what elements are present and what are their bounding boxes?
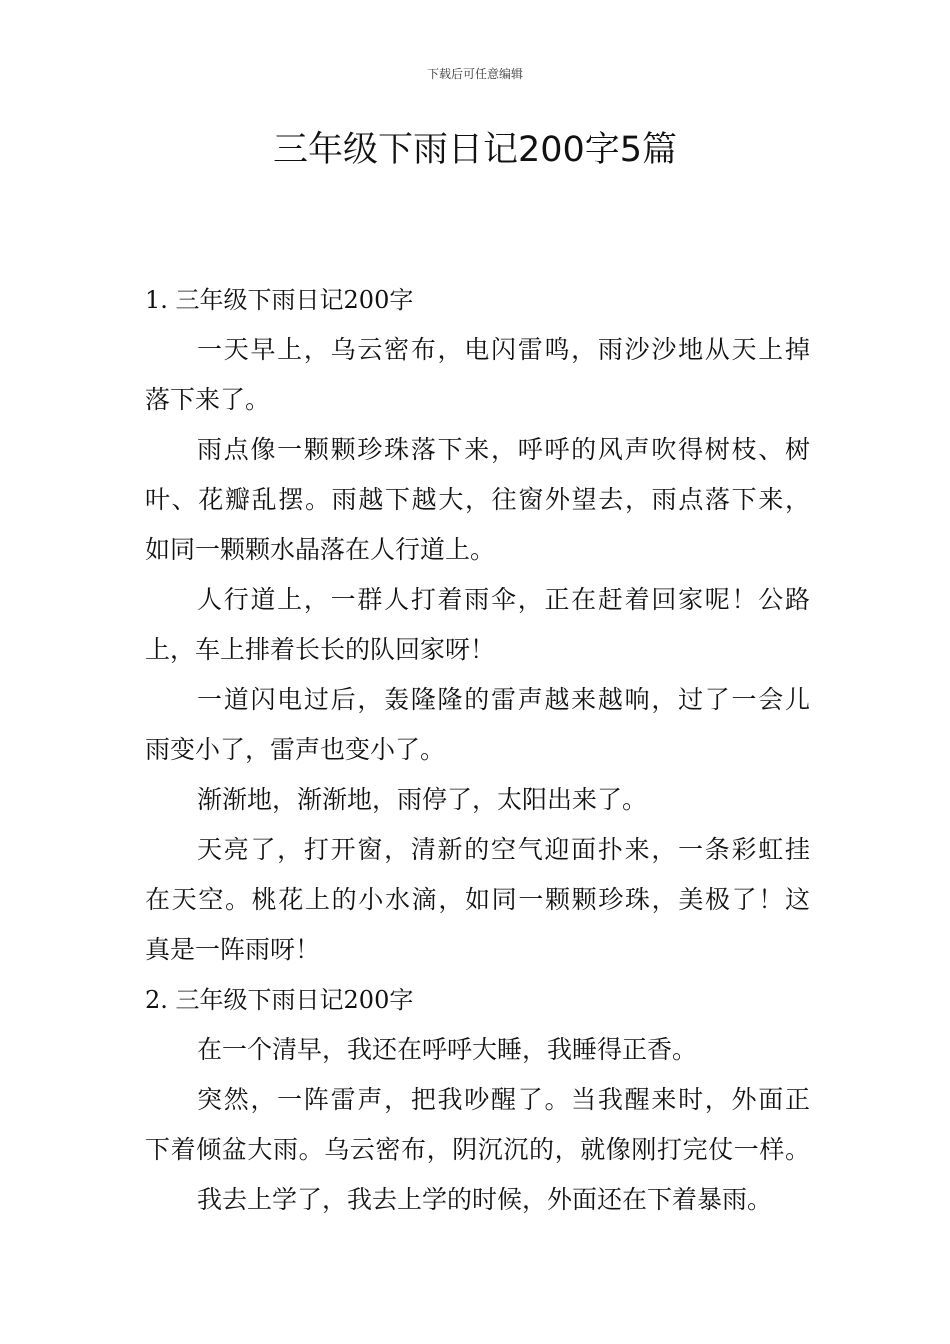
paragraph-line: 雨点像一颗颗珍珠落下来，呼呼的风声吹得树枝、树 xyxy=(197,435,810,464)
paragraph-line: 一道闪电过后，轰隆隆的雷声越来越响，过了一会儿 xyxy=(197,685,810,714)
paragraph-line: 我去上学了，我去上学的时候，外面还在下着暴雨。 xyxy=(197,1185,773,1214)
document-body xyxy=(145,275,810,1225)
document-title: 三年级下雨日记200字5篇 xyxy=(272,130,678,170)
paragraph-line: 真是一阵雨呀！ xyxy=(145,935,321,964)
paragraph-line: 叶、花瓣乱摆。雨越下越大，往窗外望去，雨点落下来， xyxy=(145,485,810,514)
paragraph-line: 雨变小了，雷声也变小了。 xyxy=(145,735,446,764)
paragraph-line: 突然，一阵雷声，把我吵醒了。当我醒来时，外面正 xyxy=(197,1085,810,1114)
paragraph-line: 上，车上排着长长的队回家呀！ xyxy=(145,635,496,664)
paragraph-line: 人行道上，一群人打着雨伞，正在赶着回家呢！公路 xyxy=(197,585,810,614)
section-heading-1: 1. 三年级下雨日记200字 xyxy=(145,286,414,314)
paragraph-line: 如同一颗颗水晶落在人行道上。 xyxy=(145,535,496,564)
paragraph-line: 渐渐地，渐渐地，雨停了，太阳出来了。 xyxy=(197,785,648,814)
paragraph-line: 一天早上，乌云密布，电闪雷鸣，雨沙沙地从天上掉 xyxy=(197,335,810,364)
paragraph-line: 在天空。桃花上的小水滴，如同一颗颗珍珠，美极了！这 xyxy=(145,885,810,914)
paragraph-line: 下着倾盆大雨。乌云密布，阴沉沉的，就像刚打完仗一样。 xyxy=(145,1135,810,1164)
paragraph-line: 天亮了，打开窗，清新的空气迎面扑来，一条彩虹挂 xyxy=(197,835,810,864)
section-heading-2: 2. 三年级下雨日记200字 xyxy=(145,986,414,1014)
paragraph-line: 在一个清早，我还在呼呼大睡，我睡得正香。 xyxy=(197,1035,698,1064)
header-note: 下载后可任意编辑 xyxy=(426,67,523,81)
paragraph-line: 落下来了。 xyxy=(145,385,271,414)
